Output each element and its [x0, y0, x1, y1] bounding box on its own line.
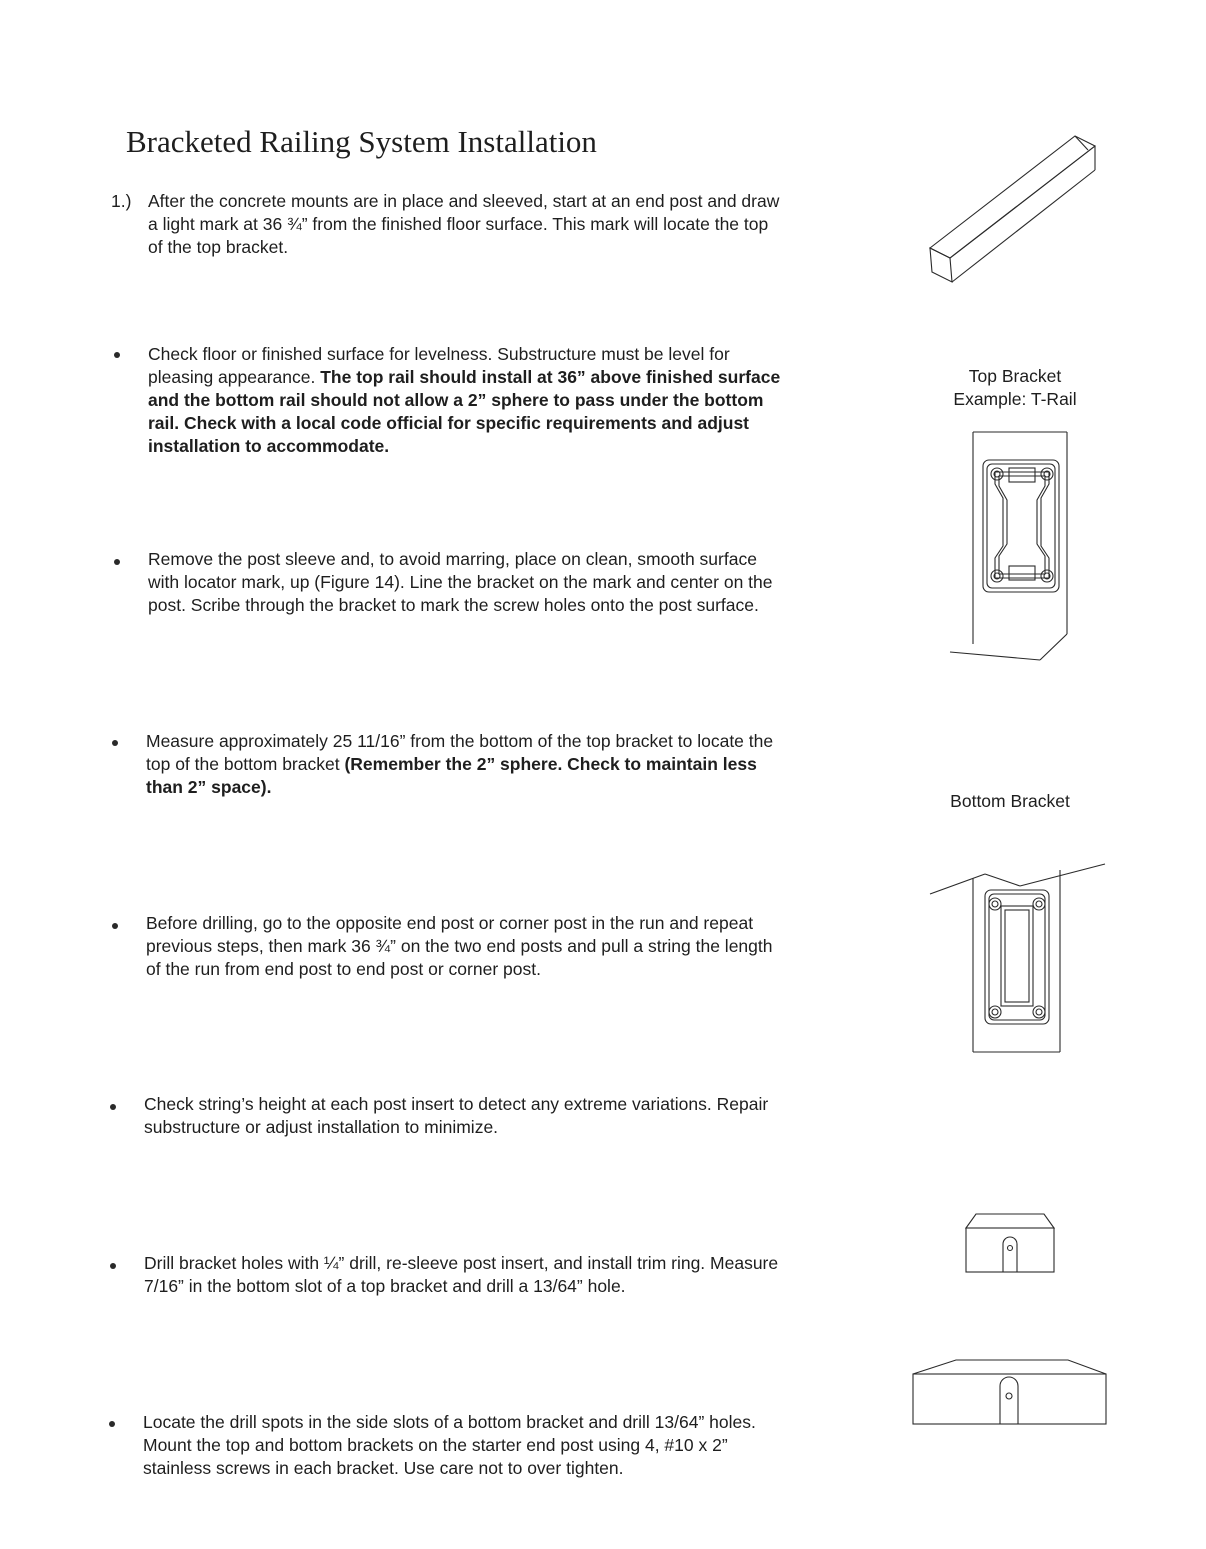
bullet-1-bold-1: The top rail should install at 36” above finished surface	[320, 367, 781, 387]
bullet-2-line-3: post. Scribe through the bracket to mark the screw holes onto the post surface.	[148, 595, 759, 615]
bullet-3-line-1: Measure approximately 25 11/16” from the bottom of the top bracket to locate the	[146, 731, 774, 751]
screw-hole	[1033, 1006, 1045, 1018]
screw-hole	[1041, 570, 1053, 582]
bullet-3-text	[146, 730, 836, 799]
bullet-5-line-1: Check string’s height at each post insert to detect any extreme variations. Repair	[144, 1094, 769, 1114]
step-1-line-3: of the top bracket.	[148, 237, 289, 257]
screw-hole	[991, 468, 1003, 480]
screw-hole-center	[1036, 1009, 1042, 1015]
step-1-text	[148, 190, 838, 259]
rail-top-face	[930, 136, 1095, 258]
bullet-dot	[112, 740, 118, 746]
rail-bottom-edge	[952, 170, 1095, 282]
bullet-1-line-1: Check floor or finished surface for levelness. Substructure must be level for	[148, 344, 730, 364]
bottom-bracket-drawing	[925, 860, 1110, 1060]
bullet-3-line-2	[146, 753, 836, 776]
step-number: 1.)	[111, 191, 132, 211]
bullet-6-line-1: Drill bracket holes with ¼” drill, re-sleeve post insert, and install trim ring. Measure	[144, 1253, 779, 1273]
bracket-slot-inner	[1005, 910, 1029, 1002]
bullet-4-line-1: Before drilling, go to the opposite end post or corner post in the run and repeat	[146, 913, 754, 933]
bullet-1-text	[148, 343, 838, 458]
bullet-7-line-1: Locate the drill spots in the side slots of a bottom bracket and drill 13/64” holes.	[143, 1412, 756, 1432]
bracket-top-face	[913, 1360, 1106, 1374]
rail-left-line	[930, 874, 985, 894]
bottom-bracket-caption: Bottom Bracket	[950, 791, 1070, 811]
top-bracket-slot-drawing	[960, 1210, 1060, 1275]
top-bracket-caption-line-2: Example: T-Rail	[953, 389, 1077, 409]
top-bracket-caption	[930, 365, 1100, 411]
screw-hole	[1041, 468, 1053, 480]
bullet-dot	[110, 1104, 116, 1110]
screw-hole-center	[992, 1009, 998, 1015]
post-base-line	[1040, 634, 1067, 660]
rail-mid-line	[985, 874, 1020, 886]
bullet-4-line-2: previous steps, then mark 36 ¾” on the two end posts and pull a string the length	[146, 936, 773, 956]
bracket-slot	[1003, 1237, 1017, 1272]
rail-edge	[950, 146, 1095, 258]
bullet-1-bold-3: rail. Check with a local code official for specific requirements and adjust	[148, 413, 749, 433]
rail-piece-drawing	[925, 130, 1100, 285]
bullet-4-line-3: of the run from end post to end post or corner post.	[146, 959, 541, 979]
bullet-dot	[114, 559, 120, 565]
screw-hole	[1033, 898, 1045, 910]
bracket-inner-outline	[989, 894, 1045, 1020]
step-1-line-2: a light mark at 36 ¾” from the finished floor surface. This mark will locate the top	[148, 214, 769, 234]
top-bracket-caption-line-1: Top Bracket	[968, 366, 1062, 386]
bracket-top-face	[966, 1214, 1054, 1228]
tee-slot	[995, 472, 1049, 578]
top-notch	[1009, 468, 1035, 482]
bottom-bracket-slot-drawing	[908, 1356, 1113, 1428]
bullet-2-line-2: with locator mark, up (Figure 14). Line the bracket on the mark and center on the	[148, 572, 773, 592]
bullet-dot	[114, 352, 120, 358]
screw-hole	[991, 570, 1003, 582]
bullet-4-text	[146, 912, 836, 981]
bullet-6-text	[144, 1252, 834, 1298]
bullet-1-line-2	[148, 366, 838, 389]
screw-hole	[989, 1006, 1001, 1018]
top-bracket-drawing	[945, 428, 1075, 668]
page-title: Bracketed Railing System Installation	[126, 124, 597, 159]
bullet-5-text	[144, 1093, 834, 1139]
bullet-1-bold-2: and the bottom rail should not allow a 2” sphere to pass under the bottom	[148, 390, 764, 410]
bullet-3-line-2-normal: top of the bottom bracket	[146, 754, 345, 774]
step-1-line-1: After the concrete mounts are in place and sleeved, start at an end post and draw	[148, 191, 780, 211]
screw-hole-center	[992, 901, 998, 907]
bullet-2-line-1: Remove the post sleeve and, to avoid marring, place on clean, smooth surface	[148, 549, 757, 569]
screw-hole	[989, 898, 1001, 910]
bullet-3-bold-2: than 2” space).	[146, 777, 272, 797]
rail-right-line	[1020, 864, 1105, 886]
bullet-7-line-2: Mount the top and bottom brackets on the starter end post using 4, #10 x 2”	[143, 1435, 728, 1455]
bullet-7-line-3: stainless screws in each bracket. Use care not to over tighten.	[143, 1458, 624, 1478]
rail-end-face	[930, 248, 952, 282]
rail-cut-line	[1075, 136, 1088, 150]
bracket-slot	[1000, 1377, 1018, 1424]
floor-line	[950, 652, 1040, 660]
bullet-6-line-2: 7/16” in the bottom slot of a top bracket and drill a 13/64” hole.	[144, 1276, 626, 1296]
bullet-1-bold-4: installation to accommodate.	[148, 436, 390, 456]
bullet-5-line-2: substructure or adjust installation to minimize.	[144, 1117, 499, 1137]
drill-hole	[1006, 1393, 1012, 1399]
bullet-2-text	[148, 548, 838, 617]
bullet-3-bold-1: (Remember the 2” sphere. Check to maintain less	[344, 754, 757, 774]
screw-hole-center	[1036, 901, 1042, 907]
bullet-dot	[112, 923, 118, 929]
drill-hole	[1008, 1246, 1013, 1251]
tee-slot-inner	[999, 476, 1045, 574]
bullet-dot	[110, 1263, 116, 1269]
bullet-1-line-2-normal: pleasing appearance.	[148, 367, 321, 387]
bullet-dot	[109, 1421, 115, 1427]
bullet-7-text	[143, 1411, 833, 1480]
bracket-slot	[1001, 906, 1033, 1006]
